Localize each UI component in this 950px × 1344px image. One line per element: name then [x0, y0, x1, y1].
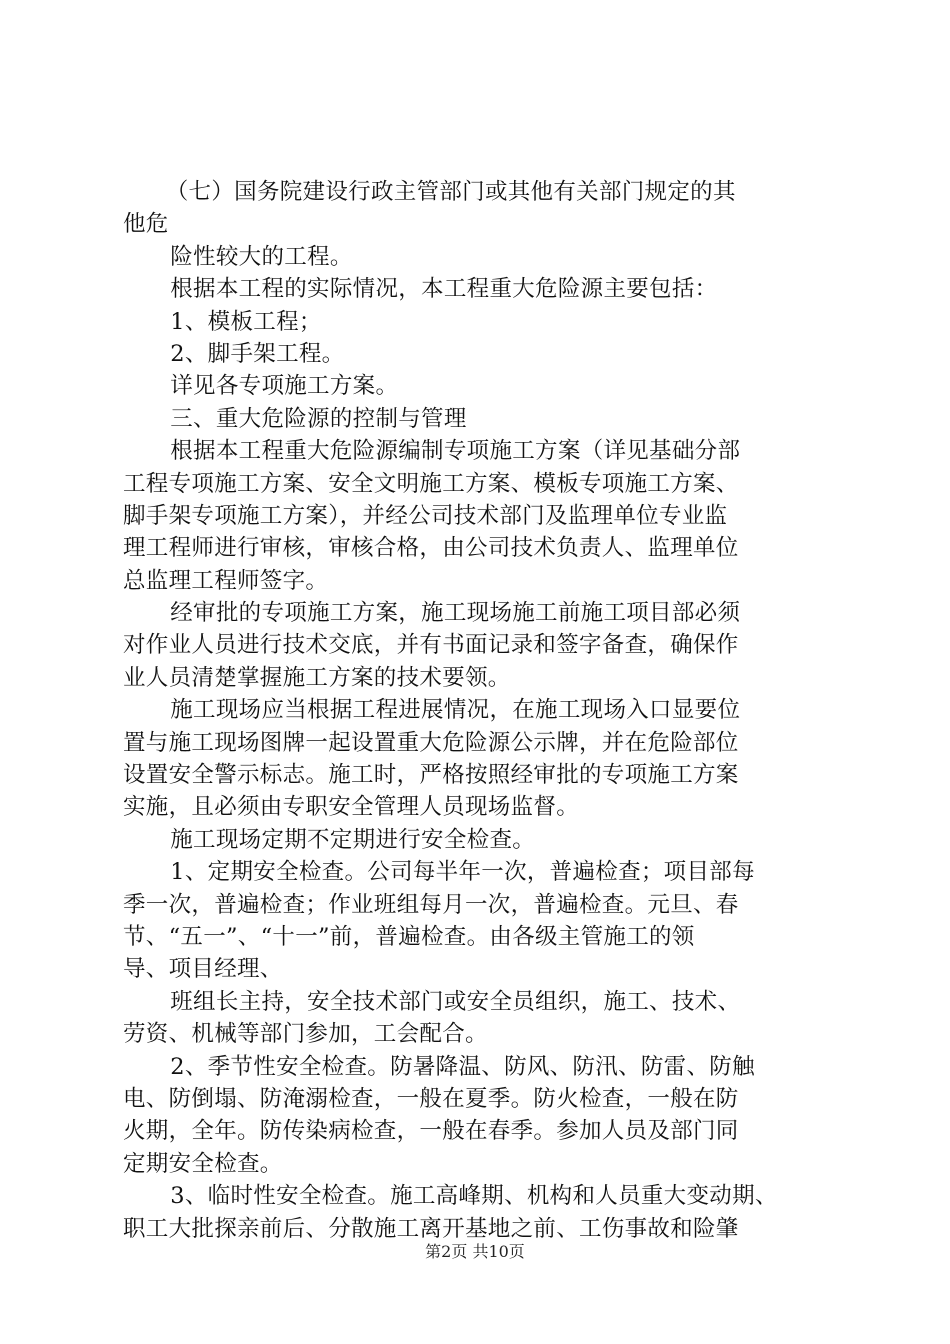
text-line: 三、重大危险源的控制与管理	[170, 405, 467, 432]
text-line: 3、临时性安全检查。施工高峰期、机构和人员重大变动期、	[170, 1183, 778, 1210]
text-line: 设置安全警示标志。施工时，严格按照经审批的专项施工方案	[123, 762, 739, 789]
text-line: 1、定期安全检查。公司每半年一次，普遍检查；项目部每	[170, 859, 755, 886]
text-line: 经审批的专项施工方案，施工现场施工前施工项目部必须	[170, 600, 741, 627]
text-line: 置与施工现场图牌一起设置重大危险源公示牌，并在危险部位	[123, 729, 739, 756]
text-line: 季一次，普遍检查；作业班组每月一次，普遍检查。元旦、春	[123, 891, 739, 918]
text-line: 理工程师进行审核，审核合格，由公司技术负责人、监理单位	[123, 535, 739, 562]
text-line: 根据本工程重大危险源编制专项施工方案（详见基础分部	[170, 438, 741, 465]
text-line: 劳资、机械等部门参加，工会配合。	[123, 1021, 488, 1048]
text-line: 根据本工程的实际情况，本工程重大危险源主要包括：	[170, 276, 718, 303]
text-line: 总监理工程师签字。	[123, 567, 329, 594]
text-line: 脚手架专项施工方案），并经公司技术部门及监理单位专业监	[123, 502, 728, 529]
text-line: 职工大批探亲前后、分散施工离开基地之前、工伤事故和险肇	[123, 1215, 739, 1242]
text-line: 实施，且必须由专职安全管理人员现场监督。	[123, 794, 580, 821]
text-line: 节、“五一”、“十一”前，普遍检查。由各级主管施工的领	[123, 923, 695, 950]
text-line: 险性较大的工程。	[170, 243, 353, 270]
text-line: （七）国务院建设行政主管部门或其他有关部门规定的其	[165, 179, 736, 205]
text-line: 班组长主持，安全技术部门或安全员组织，施工、技术、	[170, 988, 741, 1015]
text-line: 业人员清楚掌握施工方案的技术要领。	[123, 664, 511, 691]
text-line: 1、模板工程；	[170, 308, 322, 335]
text-line: 导、项目经理、	[123, 956, 283, 983]
page-footer: 第2页 共10页	[425, 1242, 525, 1261]
text-line: 工程专项施工方案、安全文明施工方案、模板专项施工方案、	[123, 470, 739, 497]
text-line: 详见各专项施工方案。	[170, 373, 399, 400]
text-line: 对作业人员进行技术交底，并有书面记录和签字备查，确保作	[123, 632, 739, 659]
document-body	[123, 176, 833, 1245]
text-line: 火期，全年。防传染病检查，一般在春季。参加人员及部门同	[123, 1118, 739, 1145]
text-line: 2、脚手架工程。	[170, 340, 345, 367]
text-line: 2、季节性安全检查。防暑降温、防风、防汛、防雷、防触	[170, 1053, 755, 1080]
text-line: 施工现场定期不定期进行安全检查。	[170, 826, 536, 853]
text-line: 电、防倒塌、防淹溺检查，一般在夏季。防火检查，一般在防	[123, 1085, 739, 1112]
text-line: 他危	[123, 211, 169, 238]
text-line: 定期安全检查。	[123, 1150, 283, 1177]
text-line: 施工现场应当根据工程进展情况，在施工现场入口显要位	[170, 697, 741, 724]
